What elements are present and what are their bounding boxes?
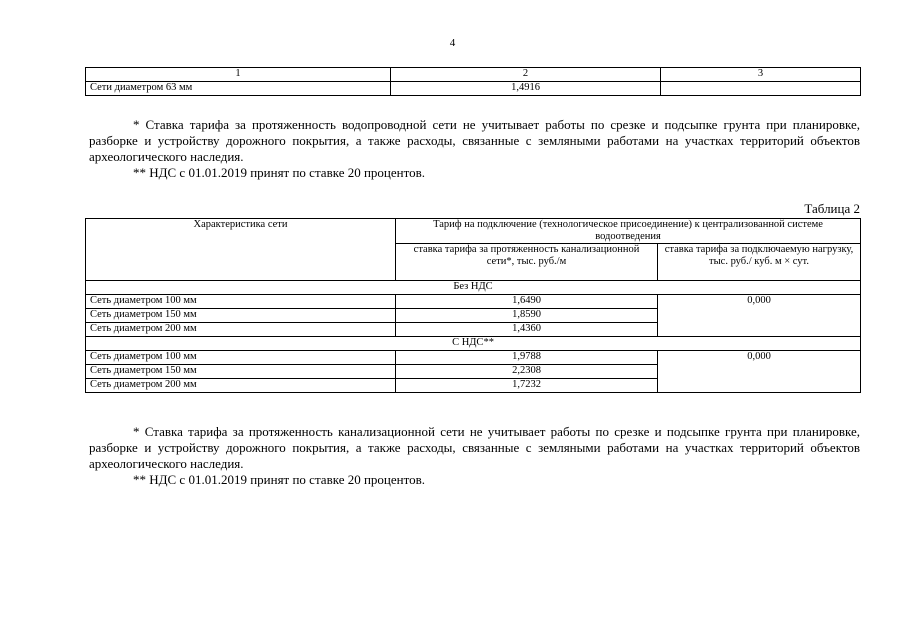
load-rate-value: 0,000 <box>658 351 861 393</box>
footnote-asterisk: * Ставка тарифа за протяженность водопроводной сети не учитывает работы по срезке и подсыпке грунта при планировке, разборке и устройству дорожного покрытия, а также расходы, связанные с земляными работами на участках территорий объектов археологического наследия. <box>89 117 860 164</box>
row-value: 1,7232 <box>396 379 658 393</box>
table-header-row <box>86 68 861 82</box>
page-number: 4 <box>449 37 456 49</box>
column-number-2: 2 <box>391 68 661 82</box>
row-value: 1,4916 <box>391 82 661 96</box>
column-number-3: 3 <box>661 68 861 82</box>
water-table-footnotes <box>89 117 860 181</box>
row-extra <box>661 82 861 96</box>
table-header-row <box>86 219 861 244</box>
row-value: 1,4360 <box>396 323 658 337</box>
header-tariff: Тариф на подключение (технологическое присоединение) к централизованной системе водоотведения <box>396 219 861 244</box>
table-row <box>86 82 861 96</box>
table-row <box>86 295 861 309</box>
load-rate-value: 0,000 <box>658 295 861 337</box>
row-label: Сеть диаметром 200 мм <box>86 323 396 337</box>
row-label: Сеть диаметром 100 мм <box>86 295 396 309</box>
sewer-table-footnotes <box>89 424 860 488</box>
footnote-vat: ** НДС с 01.01.2019 принят по ставке 20 процентов. <box>133 472 426 487</box>
table-caption: Таблица 2 <box>804 201 860 216</box>
section-row <box>86 337 861 351</box>
water-tariff-table-continued <box>85 67 861 96</box>
footnote-asterisk: * Ставка тарифа за протяженность канализационной сети не учитывает работы по срезке и подсыпке грунта при планировке, разборке и устройству дорожного покрытия, а также расходы, связанные с земляными работами на участках территорий объектов археологического наследия. <box>89 424 860 471</box>
row-value: 1,6490 <box>396 295 658 309</box>
section-title-without-vat: Без НДС <box>86 281 861 295</box>
row-label: Сеть диаметром 100 мм <box>86 351 396 365</box>
row-value: 1,8590 <box>396 309 658 323</box>
sewer-tariff-table <box>85 218 861 393</box>
section-title-with-vat: С НДС** <box>86 337 861 351</box>
header-characteristic: Характеристика сети <box>86 219 396 281</box>
footnote-vat: ** НДС с 01.01.2019 принят по ставке 20 процентов. <box>133 165 426 180</box>
row-label: Сеть диаметром 200 мм <box>86 379 396 393</box>
table-row <box>86 351 861 365</box>
section-row <box>86 281 861 295</box>
row-label: Сети диаметром 63 мм <box>86 82 391 96</box>
row-label: Сеть диаметром 150 мм <box>86 365 396 379</box>
header-rate-length: ставка тарифа за протяженность канализационной сети*, тыс. руб./м <box>396 244 658 281</box>
row-label: Сеть диаметром 150 мм <box>86 309 396 323</box>
header-rate-load: ставка тарифа за подключаемую нагрузку, тыс. руб./ куб. м × сут. <box>658 244 861 281</box>
row-value: 2,2308 <box>396 365 658 379</box>
column-number-1: 1 <box>86 68 391 82</box>
row-value: 1,9788 <box>396 351 658 365</box>
